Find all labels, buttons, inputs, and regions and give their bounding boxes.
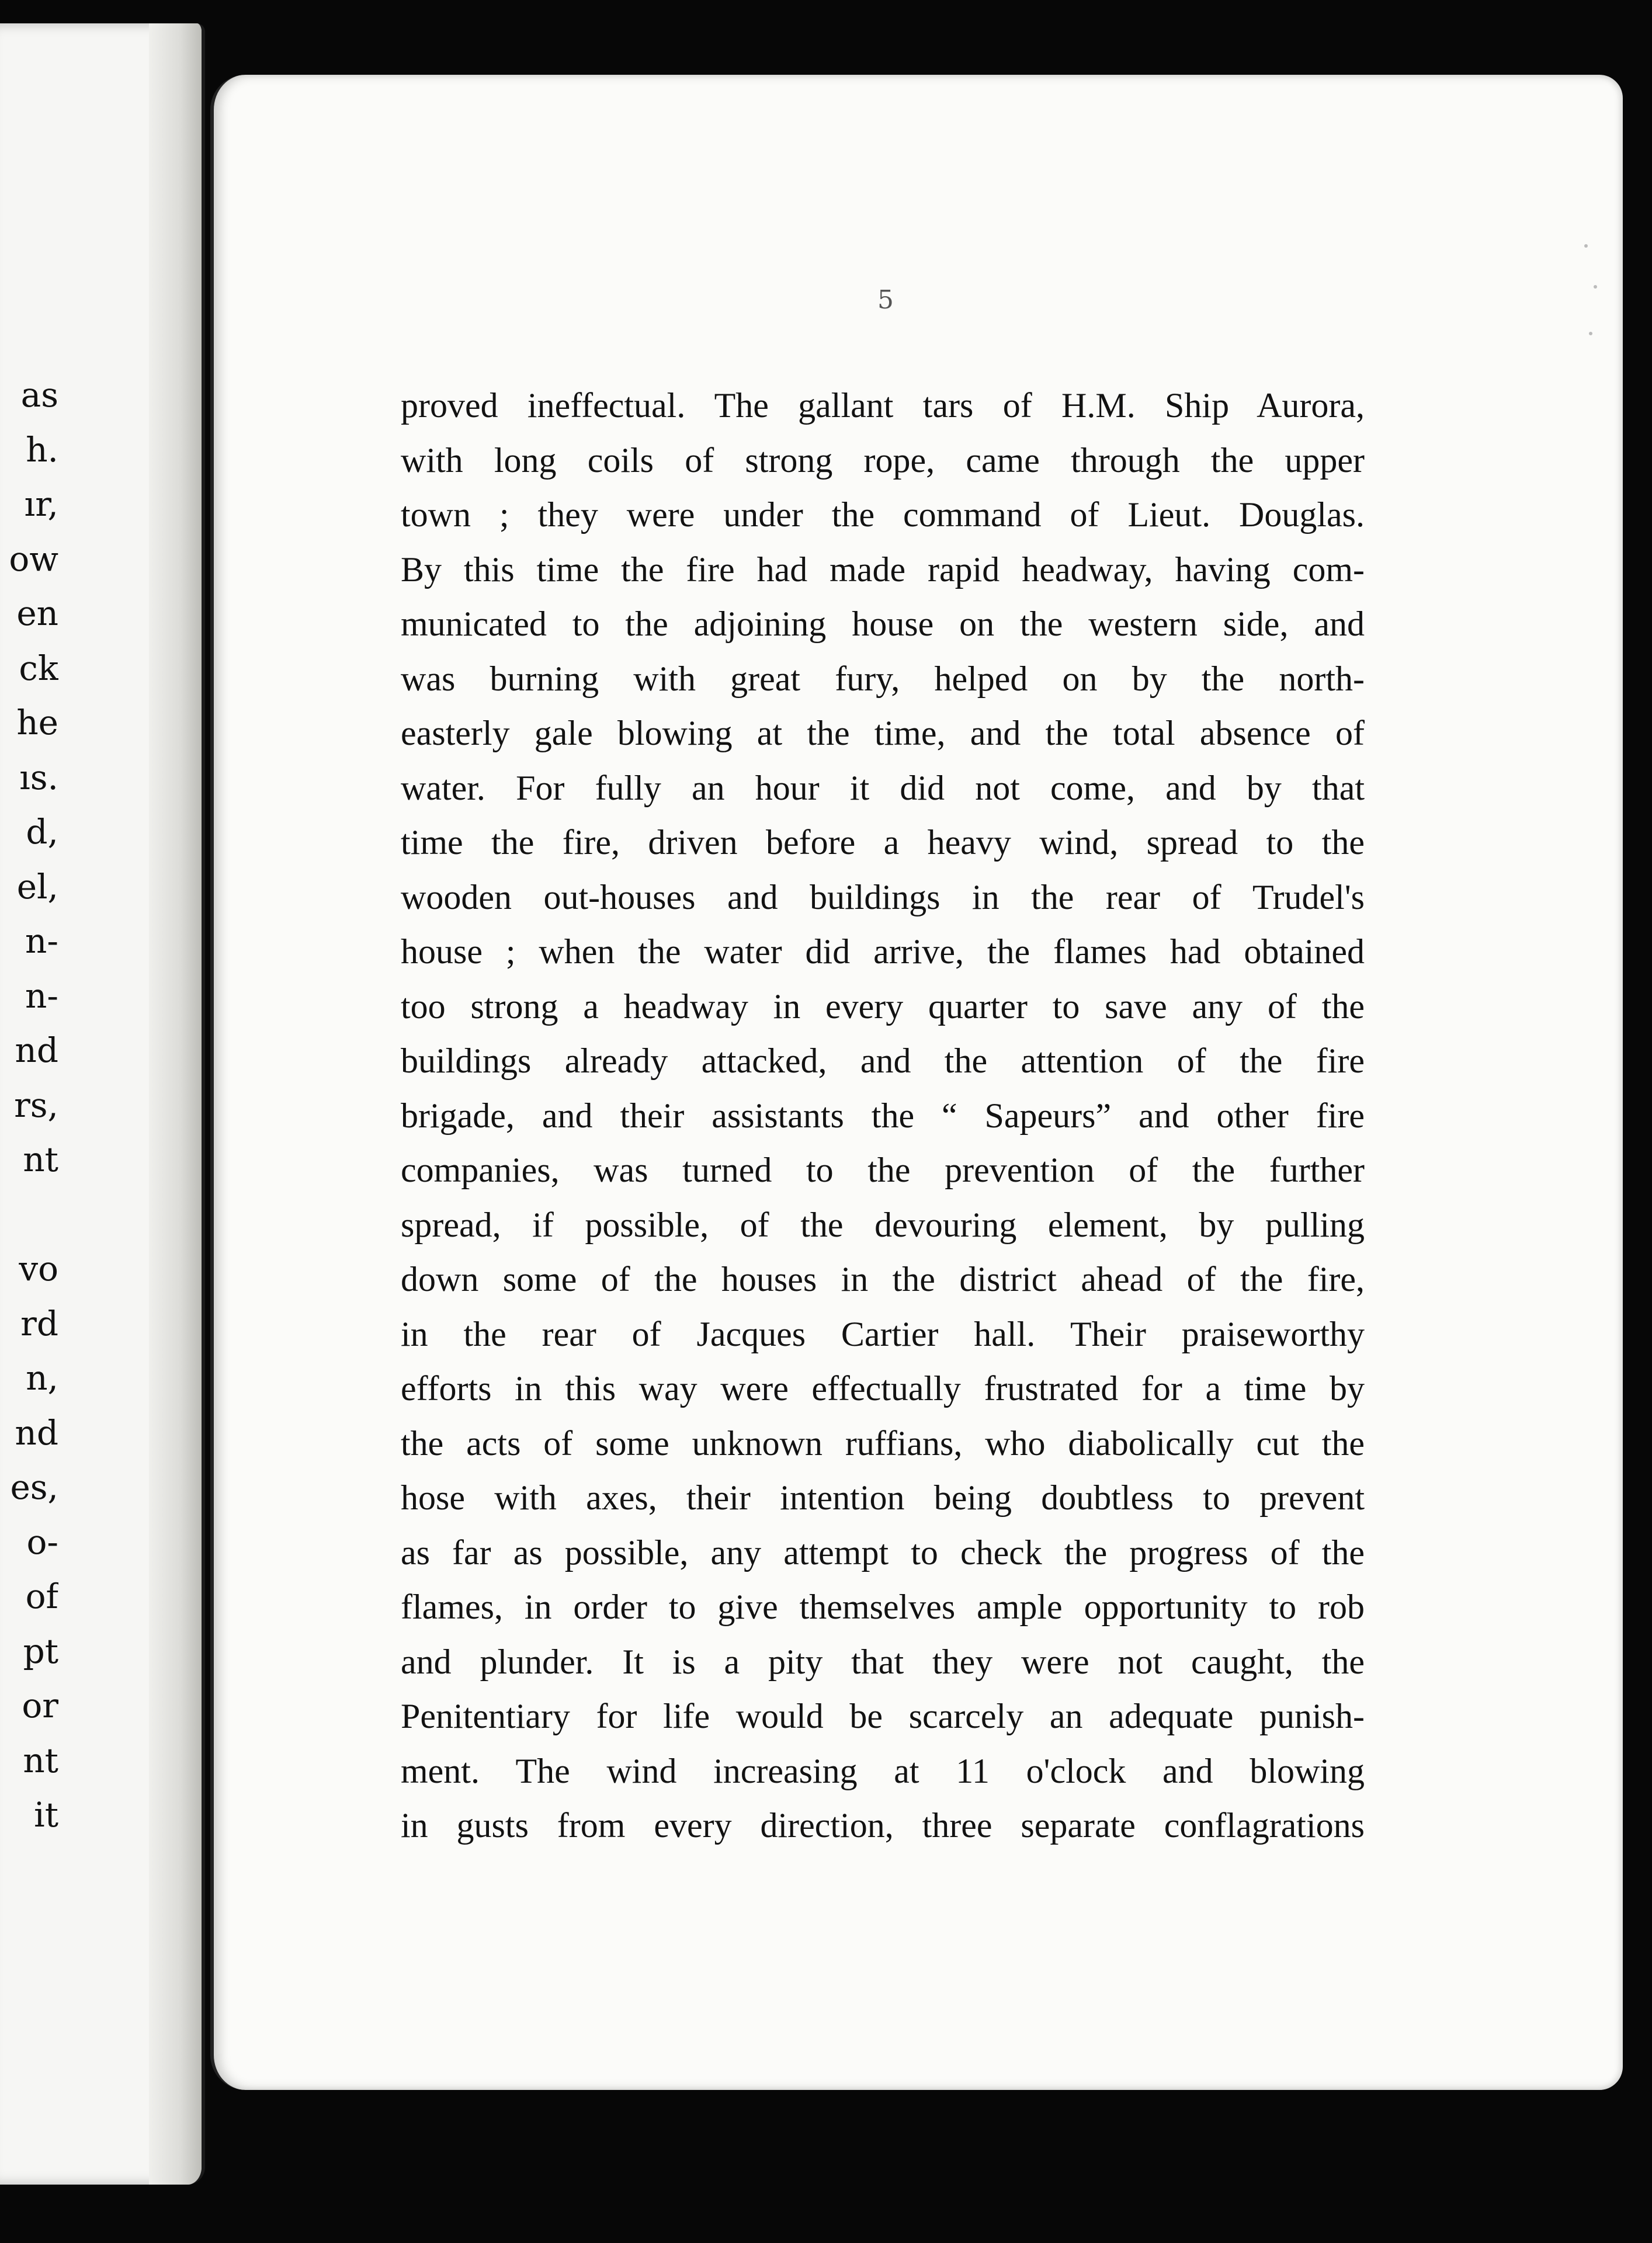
left-line [0,1188,58,1242]
text-line: easterly gale blowing at the time, and the total absence of [401,714,1365,752]
text-line: municated to the adjoining house on the western side, and [401,605,1365,643]
text-line: buildings already attacked, and the attention of the fire [401,1041,1365,1080]
left-line: n- [25,921,58,961]
text-line: wooden out-houses and buildings in the rear of Trudel's [401,877,1365,916]
text-line: and plunder. It is a pity that they were not caught, the [401,1642,1365,1681]
left-line: d, [26,812,58,852]
page-number: 5 [877,285,894,315]
text-line: efforts in this way were effectually frustrated for a time by [401,1369,1365,1408]
dust-speck [1594,285,1597,289]
text-line: ment. The wind increasing at 11 o'clock and blowing [401,1751,1365,1790]
text-line: brigade, and their assistants the “ Sapeurs” and other fire [401,1096,1365,1135]
left-line: n- [25,975,58,1016]
text-line: time the fire, driven before a heavy wind, spread to the [401,823,1365,862]
left-page-text [0,368,58,1843]
left-line: nd [15,1030,58,1070]
left-line: pt [23,1631,58,1671]
left-line: ow [9,539,58,579]
text-line: flames, in order to give themselves ample opportunity to rob [401,1588,1365,1626]
text-line: hose with axes, their intention being doubtless to prevent [401,1478,1365,1517]
text-line: By this time the fire had made rapid headway, having com- [401,550,1365,589]
left-line: nt [23,1740,58,1780]
left-page-edge [149,23,202,2185]
left-line: h. [26,429,58,470]
left-line: of [25,1577,58,1616]
left-line: en [16,593,58,633]
text-line: water. For fully an hour it did not come, and by that [401,768,1365,807]
left-line: ıs. [19,757,58,797]
left-line: rd [20,1303,58,1343]
left-line: o- [26,1522,58,1562]
text-line: in the rear of Jacques Cartier hall. Their praiseworthy [401,1314,1365,1353]
text-line: town ; they were under the command of Lieut. Douglas. [401,495,1365,534]
text-line: companies, was turned to the prevention of the further [401,1151,1365,1189]
left-line: or [22,1686,58,1725]
left-line: it [34,1795,58,1835]
right-page [210,75,1623,2090]
text-line: as far as possible, any attempt to check the progress of the [401,1533,1365,1572]
dust-speck [1589,332,1592,335]
scan-specks [1582,238,1605,355]
left-line: es, [10,1467,58,1507]
left-line: n, [26,1358,58,1398]
text-line: was burning with great fury, helped on by the north- [401,659,1365,698]
left-line: el, [16,866,58,907]
body-text [401,379,1365,1853]
left-line: rs, [14,1085,58,1125]
text-line: too strong a headway in every quarter to save any of the [401,987,1365,1026]
text-line: the acts of some unknown ruffians, who diabolically cut the [401,1423,1365,1463]
text-line: in gusts from every direction, three separate conflagrations [401,1806,1365,1845]
text-line: Penitentiary for life would be scarcely an adequate punish- [401,1697,1365,1735]
text-line: spread, if possible, of the devouring element, by pulling [401,1205,1365,1244]
left-line: ck [19,648,58,688]
left-page-fragment [0,23,205,2185]
left-line: he [16,703,58,742]
left-line: ır, [24,484,58,524]
text-line: house ; when the water did arrive, the flames had obtained [401,932,1365,971]
text-line: proved ineffectual. The gallant tars of H.M. Ship Aurora, [401,386,1365,425]
text-line: with long coils of strong rope, came through the upper [401,440,1365,480]
left-line: vo [19,1249,58,1289]
dust-speck [1584,244,1588,248]
left-line: nd [15,1412,58,1453]
text-line: down some of the houses in the district ahead of the fire, [401,1260,1365,1298]
left-line: nt [23,1140,58,1179]
left-line: as [20,375,58,415]
